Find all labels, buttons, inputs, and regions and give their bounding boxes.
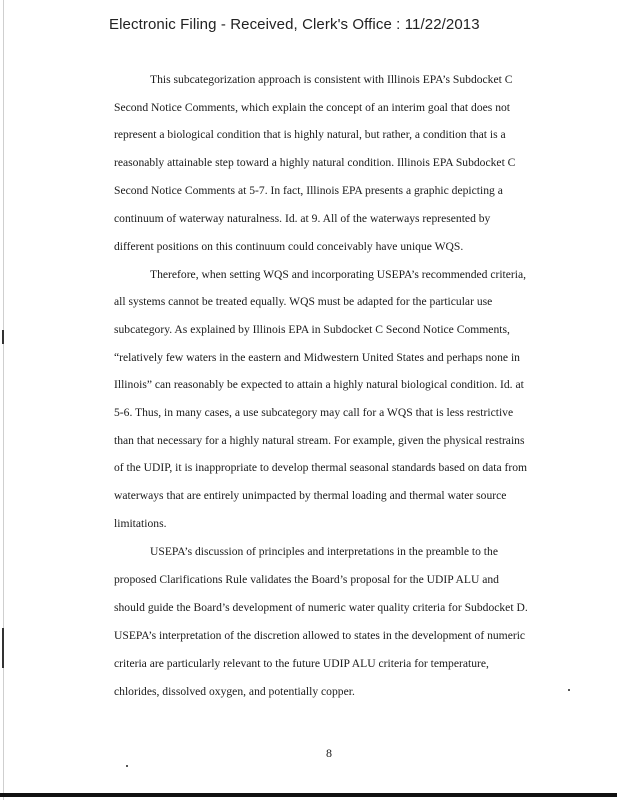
text-line: Second Notice Comments at 5-7. In fact, Illinois EPA presents a graphic depicting a bbox=[114, 184, 503, 197]
text-line: represent a biological condition that is highly natural, but rather, a condition that is a bbox=[114, 128, 506, 141]
margin-mark bbox=[2, 330, 4, 344]
text-line: “relatively few waters in the eastern and Midwestern United States and perhaps none in bbox=[114, 351, 520, 364]
text-line: waterways that are entirely unimpacted by thermal loading and thermal water source bbox=[114, 489, 507, 502]
text-line: USEPA’s interpretation of the discretion allowed to states in the development of numeric bbox=[114, 629, 526, 642]
text-line: different positions on this continuum could conceivably have unique WQS. bbox=[114, 240, 464, 253]
text-line: should guide the Board’s development of numeric water quality criteria for Subdocket D. bbox=[114, 601, 528, 614]
text-line: This subcategorization approach is consistent with Illinois EPA’s Subdocket C bbox=[150, 73, 513, 86]
margin-mark bbox=[2, 628, 4, 668]
text-line: limitations. bbox=[114, 517, 167, 530]
page-number: 8 bbox=[326, 746, 332, 760]
filing-stamp-header: Electronic Filing - Received, Clerk's Office : 11/22/2013 bbox=[109, 16, 480, 33]
text-line: Therefore, when setting WQS and incorporating USEPA’s recommended criteria, bbox=[150, 268, 527, 281]
scan-left-edge bbox=[3, 0, 4, 800]
scan-speck bbox=[568, 689, 570, 691]
text-line: all systems cannot be treated equally. WQS must be adapted for the particular use bbox=[114, 295, 493, 308]
text-line: than that necessary for a highly natural stream. For example, given the physical restrains bbox=[114, 434, 525, 447]
text-line: 5-6. Thus, in many cases, a use subcategory may call for a WQS that is less restrictive bbox=[114, 406, 514, 419]
text-line: criteria are particularly relevant to the future UDIP ALU criteria for temperature, bbox=[114, 657, 489, 670]
text-line: continuum of waterway naturalness. Id. at 9. All of the waterways represented by bbox=[114, 212, 491, 225]
text-line: Second Notice Comments, which explain the concept of an interim goal that does not bbox=[114, 101, 511, 114]
text-line: chlorides, dissolved oxygen, and potentially copper. bbox=[114, 685, 355, 698]
text-line: proposed Clarifications Rule validates the Board’s proposal for the UDIP ALU and bbox=[114, 573, 499, 586]
text-line: reasonably attainable step toward a highly natural condition. Illinois EPA Subdocket C bbox=[114, 156, 516, 169]
text-line: subcategory. As explained by Illinois EPA in Subdocket C Second Notice Comments, bbox=[114, 323, 510, 336]
text-line: of the UDIP, it is inappropriate to develop thermal seasonal standards based on data from bbox=[114, 461, 528, 474]
scan-speck bbox=[126, 765, 128, 767]
text-line: Illinois” can reasonably be expected to attain a highly natural biological condition. Id. at bbox=[114, 378, 524, 391]
scan-bottom-border bbox=[0, 793, 617, 797]
text-line: USEPA’s discussion of principles and interpretations in the preamble to the bbox=[150, 545, 498, 558]
